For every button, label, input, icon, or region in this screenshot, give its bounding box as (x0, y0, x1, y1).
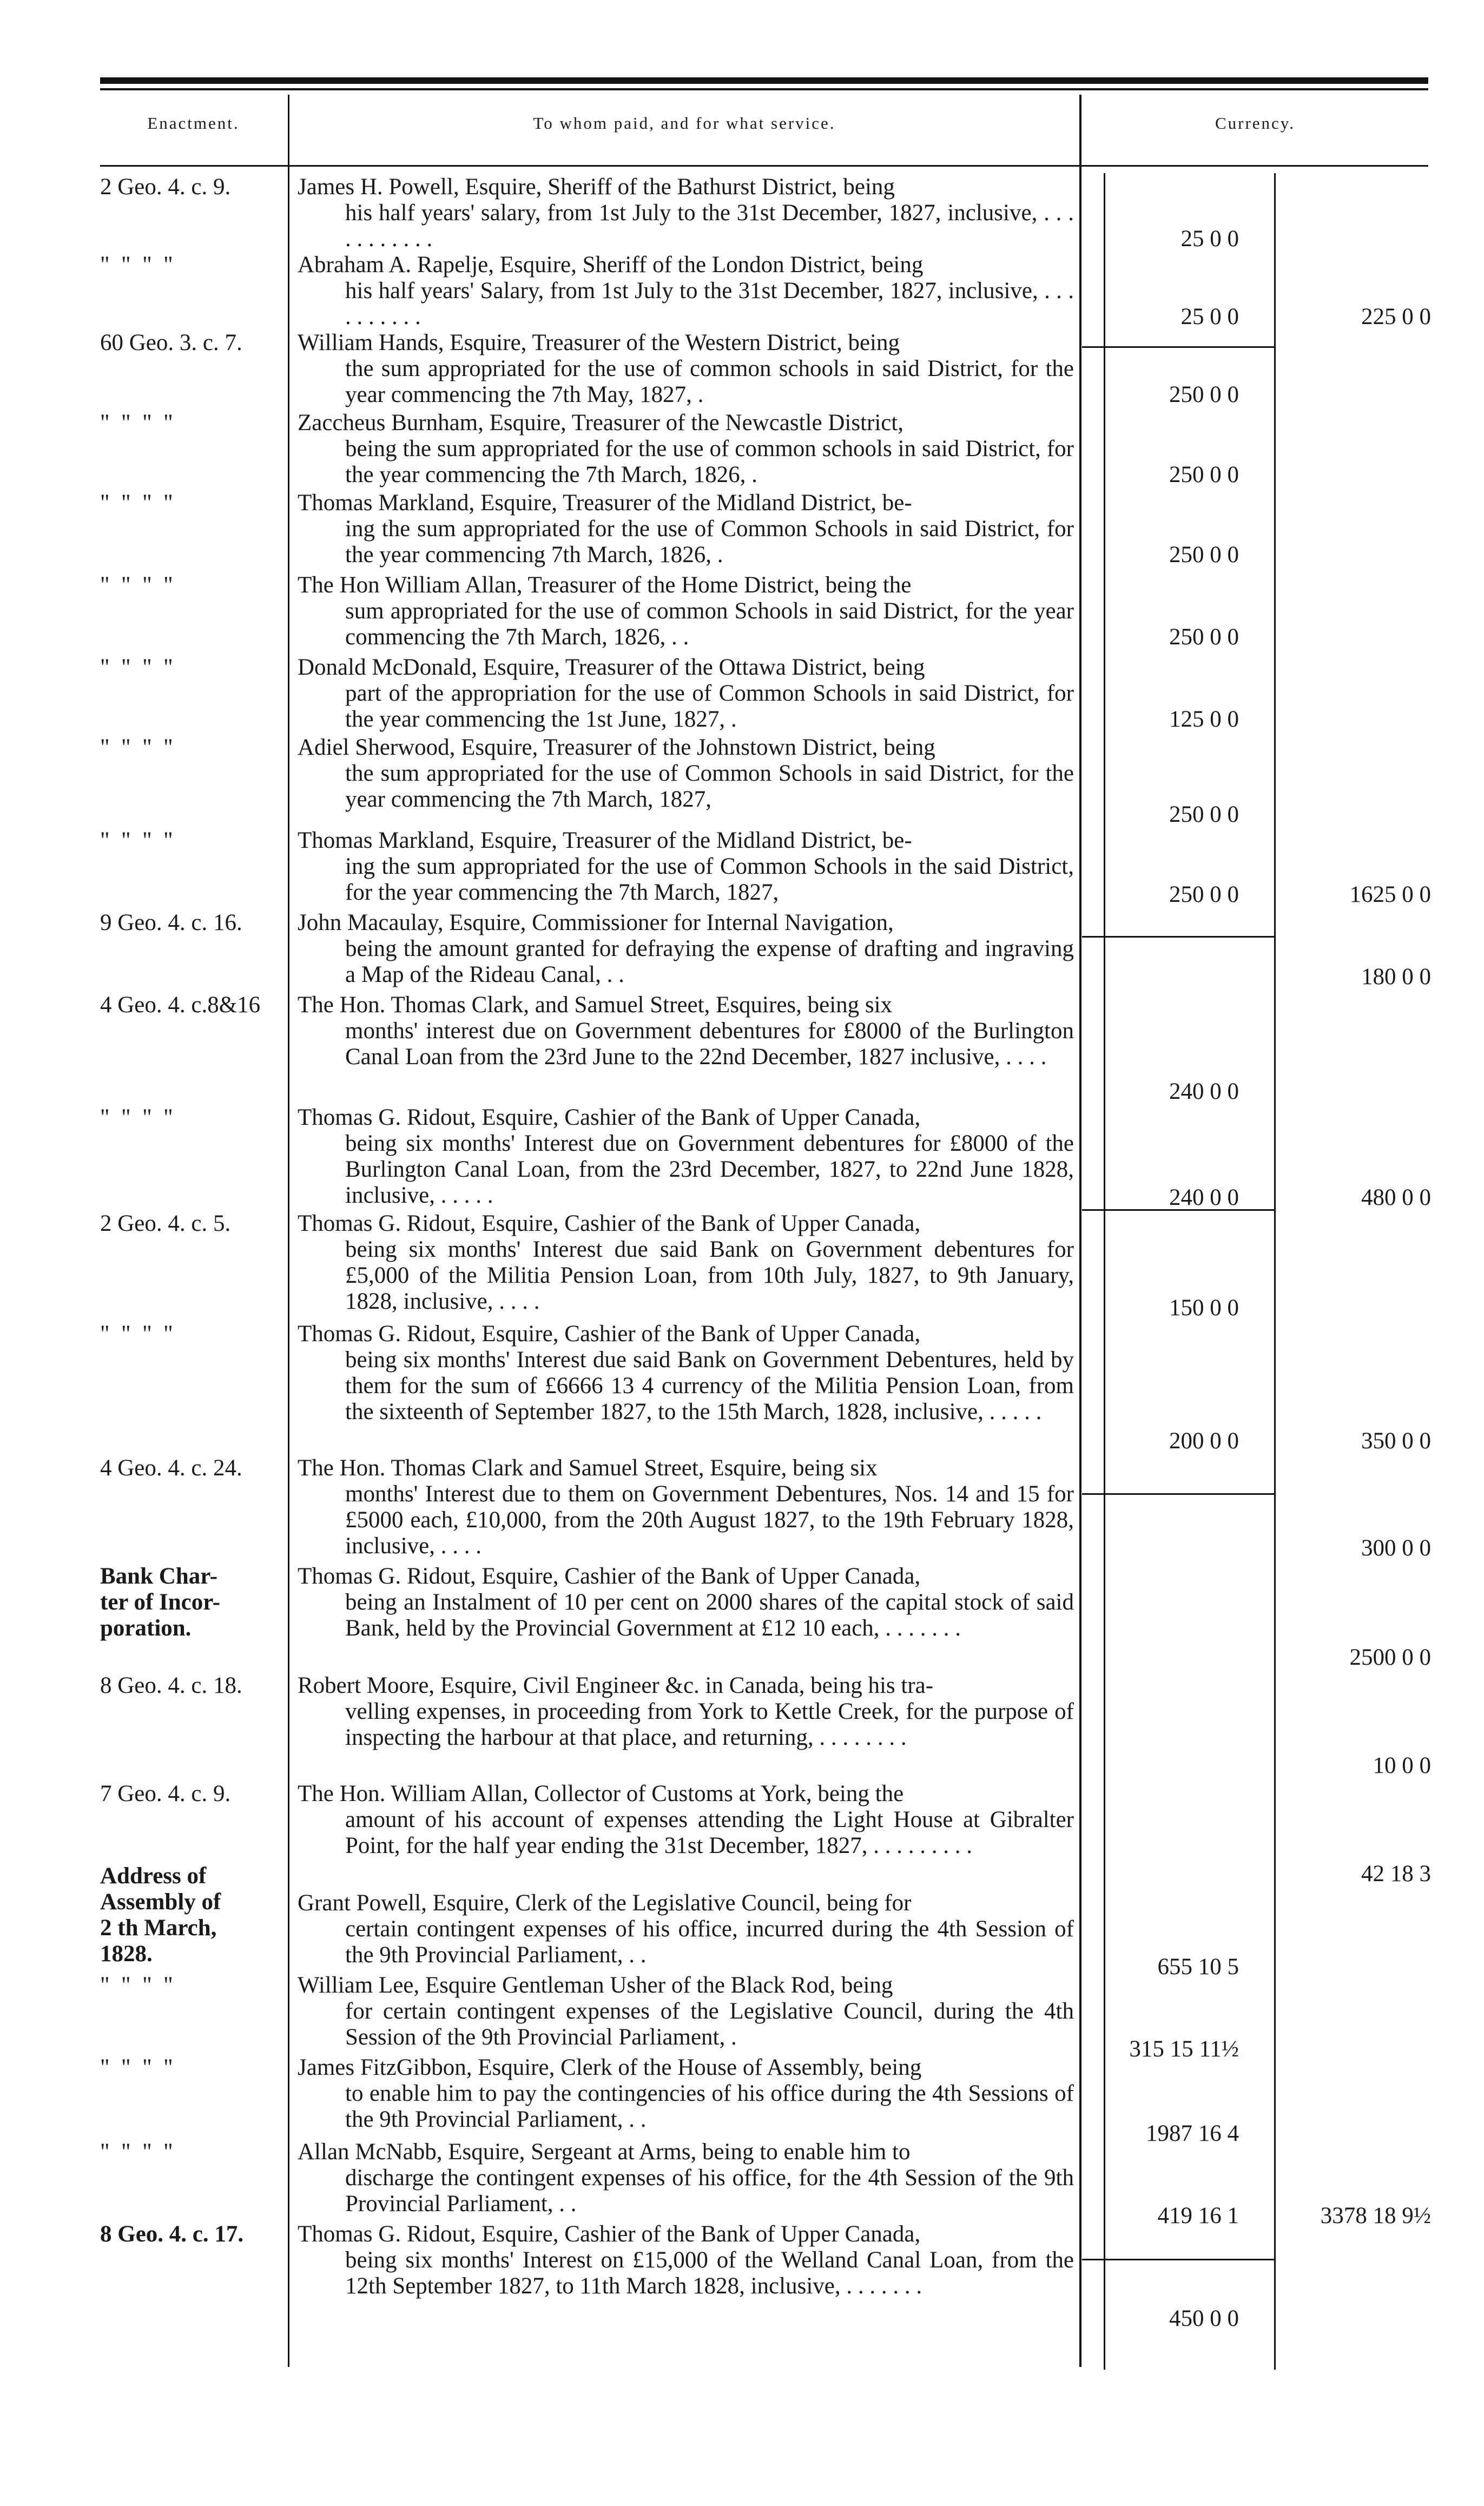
service-continuation: velling expenses, in proceeding from York to Kettle Creek, for the purpose of inspecting the harbour at that place, and returning, . . . . . . . . (345, 1699, 1074, 1750)
row-amount: 240 0 0 (1169, 1079, 1239, 1104)
service-continuation: discharge the contingent expenses of his office, for the 4th Session of the 9th Provincial Parliament, . . (345, 2165, 1074, 2217)
service-first-line: Thomas G. Ridout, Esquire, Cashier of the Bank of Upper Canada, (298, 1211, 921, 1236)
service-first-line: Thomas G. Ridout, Esquire, Cashier of the Bank of Upper Canada, (298, 1564, 921, 1589)
row-amount: 450 0 0 (1169, 2306, 1239, 2331)
service-first-line: The Hon. Thomas Clark and Samuel Street, Esquire, being six (298, 1455, 878, 1481)
service-first-line: The Hon William Allan, Treasurer of the Home District, being the (298, 572, 912, 598)
row-amount: 250 0 0 (1169, 882, 1239, 907)
row-enactment: Address of Assembly of 2 th March, 1828. (100, 1863, 221, 1967)
top-rule-thin (100, 88, 1428, 90)
service-first-line: Thomas Markland, Esquire, Treasurer of the Midland District, be- (298, 828, 912, 853)
row-total: 180 0 0 (1361, 964, 1431, 990)
row-service (298, 1321, 1074, 1425)
row-amount: 315 15 11½ (1129, 2036, 1239, 2062)
row-service (298, 2221, 1074, 2299)
service-continuation: being six months' Interest on £15,000 of the Welland Canal Loan, from the 12th September 1827, to 11th March 1828, inclusive, . . . . . . . (345, 2247, 1074, 2299)
service-first-line: William Lee, Esquire Gentleman Usher of the Black Rod, being (298, 1973, 893, 1998)
row-total: 2500 0 0 (1349, 1645, 1431, 1670)
row-service (298, 1890, 1074, 1968)
header-rule (100, 165, 1428, 167)
row-enactment: 2 Geo. 4. c. 5. (100, 1211, 231, 1236)
row-service (298, 410, 1074, 488)
service-first-line: Abraham A. Rapelje, Esquire, Sheriff of the London District, being (298, 252, 924, 278)
col-rule-amount-right (1274, 173, 1276, 2370)
row-service (298, 1455, 1074, 1559)
row-enactment: 8 Geo. 4. c. 18. (100, 1673, 242, 1698)
row-enactment: " " " " (100, 1973, 173, 1998)
row-enactment: " " " " (100, 1105, 173, 1130)
top-rule-thick (100, 77, 1428, 84)
row-enactment: " " " " (100, 490, 173, 516)
row-service (298, 1673, 1074, 1751)
subtotal-rule-5 (1082, 2259, 1274, 2260)
row-amount: 250 0 0 (1169, 624, 1239, 650)
row-service (298, 572, 1074, 650)
row-enactment: 9 Geo. 4. c. 16. (100, 910, 242, 935)
row-amount: 25 0 0 (1180, 304, 1239, 329)
service-continuation: sum appropriated for the use of common Schools in said District, for the year commencing the 7th March, 1826, . . (345, 598, 1074, 650)
service-first-line: James H. Powell, Esquire, Sheriff of the Bathurst District, being (298, 174, 895, 200)
service-continuation: months' Interest due to them on Government Debentures, Nos. 14 and 15 for £5000 each, £10,000, from the 20th August 1827, to the 19th February 1828, inclusive, . . . . (345, 1481, 1074, 1559)
row-enactment: " " " " (100, 252, 173, 278)
row-service (298, 1211, 1074, 1315)
service-continuation: being the amount granted for defraying the expense of drafting and ingraving a Map of the Rideau Canal, . . (345, 936, 1074, 987)
service-continuation: for certain contingent expenses of the Legislative Council, during the 4th Session of the 9th Provincial Parliament, . (345, 1999, 1074, 2050)
row-service (298, 174, 1074, 252)
service-first-line: The Hon. Thomas Clark, and Samuel Street, Esquires, being six (298, 992, 893, 1018)
row-service (298, 252, 1074, 330)
row-amount: 250 0 0 (1169, 462, 1239, 487)
service-first-line: Thomas G. Ridout, Esquire, Cashier of the Bank of Upper Canada, (298, 2221, 921, 2247)
row-amount: 200 0 0 (1169, 1428, 1239, 1454)
header-currency: Currency. (1215, 114, 1296, 133)
service-first-line: Thomas Markland, Esquire, Treasurer of the Midland District, be- (298, 490, 912, 516)
service-first-line: Robert Moore, Esquire, Civil Engineer &c. in Canada, being his tra- (298, 1673, 934, 1698)
service-first-line: Thomas G. Ridout, Esquire, Cashier of the Bank of Upper Canada, (298, 1321, 921, 1347)
row-amount: 250 0 0 (1169, 802, 1239, 827)
service-first-line: Thomas G. Ridout, Esquire, Cashier of the Bank of Upper Canada, (298, 1105, 921, 1130)
subtotal-rule-1 (1082, 346, 1274, 348)
row-service (298, 2139, 1074, 2217)
row-service (298, 490, 1074, 568)
row-enactment: 4 Geo. 4. c.8&16 (100, 992, 261, 1018)
row-service (298, 2055, 1074, 2133)
service-first-line: Adiel Sherwood, Esquire, Treasurer of the Johnstown District, being (298, 735, 935, 760)
row-amount: 125 0 0 (1169, 707, 1239, 732)
row-enactment: " " " " (100, 572, 173, 598)
service-continuation: being an Instalment of 10 per cent on 2000 shares of the capital stock of said Bank, held by the Provincial Government at £12 10 each, . . . . . . . (345, 1590, 1074, 1641)
row-service (298, 1105, 1074, 1209)
service-first-line: Allan McNabb, Esquire, Sergeant at Arms, being to enable him to (298, 2139, 911, 2165)
row-service (298, 1973, 1074, 2050)
row-enactment: " " " " (100, 2139, 173, 2165)
row-amount: 655 10 5 (1157, 1954, 1239, 1980)
row-amount: 25 0 0 (1180, 226, 1239, 252)
row-service (298, 1564, 1074, 1641)
row-amount: 240 0 0 (1169, 1185, 1239, 1210)
row-enactment: 2 Geo. 4. c. 9. (100, 174, 231, 200)
row-total: 480 0 0 (1361, 1185, 1431, 1210)
row-enactment: Bank Char- ter of Incor- poration. (100, 1564, 221, 1641)
row-enactment: 4 Geo. 4. c. 24. (100, 1455, 242, 1481)
service-continuation: part of the appropriation for the use of Common Schools in said District, for the year commencing the 1st June, 1827, . (345, 681, 1074, 732)
service-continuation: being six months' Interest due said Bank on Government Debentures, held by them for the sum of £6666 13 4 currency of the Militia Pension Loan, from the sixteenth of September 1827, to the 15th March, 1828, inclusive, . . . . . (345, 1347, 1074, 1425)
row-amount: 150 0 0 (1169, 1295, 1239, 1321)
service-first-line: The Hon. William Allan, Collector of Customs at York, being the (298, 1781, 904, 1806)
row-amount: 250 0 0 (1169, 382, 1239, 407)
row-service (298, 330, 1074, 408)
row-service (298, 735, 1074, 813)
subtotal-rule-4 (1082, 1493, 1274, 1495)
row-total: 300 0 0 (1361, 1535, 1431, 1561)
row-amount: 419 16 1 (1157, 2203, 1239, 2228)
service-first-line: James FitzGibbon, Esquire, Clerk of the House of Assembly, being (298, 2055, 922, 2080)
service-continuation: the sum appropriated for the use of Common Schools in said District, for the year commencing the 7th March, 1827, (345, 761, 1074, 812)
service-continuation: ing the sum appropriated for the use of Common Schools in the said District, for the year commencing the 7th March, 1827, (345, 854, 1074, 905)
row-service (298, 1781, 1074, 1859)
service-continuation: his half years' Salary, from 1st July to the 31st December, 1827, inclusive, . . . . . . . . . . (345, 278, 1074, 329)
row-amount: 1987 16 4 (1146, 2121, 1239, 2146)
row-enactment: 8 Geo. 4. c. 17. (100, 2221, 244, 2247)
service-continuation: certain contingent expenses of his office, incurred during the 4th Session of the 9th Provincial Parliament, . . (345, 1916, 1074, 1968)
row-service (298, 992, 1074, 1070)
row-total: 3378 18 9½ (1320, 2203, 1431, 2228)
service-continuation: being the sum appropriated for the use of common schools in said District, for the year commencing the 7th March, 1826, . (345, 436, 1074, 487)
row-enactment: " " " " (100, 655, 173, 680)
row-service (298, 828, 1074, 906)
service-continuation: amount of his account of expenses attending the Light House at Gibralter Point, for the half year ending the 31st December, 1827, . . . . . . . . . (345, 1807, 1074, 1858)
service-continuation: months' interest due on Government debentures for £8000 of the Burlington Canal Loan from the 23rd June to the 22nd December, 1827 inclusive, . . . . (345, 1018, 1074, 1070)
row-service (298, 655, 1074, 733)
service-continuation: being six months' Interest due said Bank on Government debentures for £5,000 of the Militia Pension Loan, from 10th July, 1827, to 9th January, 1828, inclusive, . . . . (345, 1237, 1074, 1314)
row-total: 10 0 0 (1373, 1753, 1431, 1778)
service-first-line: Donald McDonald, Esquire, Treasurer of the Ottawa District, being (298, 655, 925, 680)
service-first-line: John Macaulay, Esquire, Commissioner for Internal Navigation, (298, 910, 894, 935)
row-enactment: 60 Geo. 3. c. 7. (100, 330, 242, 355)
service-first-line: Grant Powell, Esquire, Clerk of the Legislative Council, being for (298, 1890, 912, 1916)
row-enactment: " " " " (100, 2055, 173, 2080)
service-continuation: his half years' salary, from 1st July to the 31st December, 1827, inclusive, . . . . . . . . . . . (345, 200, 1074, 252)
subtotal-rule-2 (1082, 936, 1274, 938)
row-total: 42 18 3 (1361, 1861, 1431, 1887)
service-continuation: to enable him to pay the contingencies of his office during the 4th Sessions of the 9th Provincial Parliament, . . (345, 2081, 1074, 2132)
row-enactment: " " " " (100, 410, 173, 436)
row-amount: 250 0 0 (1169, 542, 1239, 568)
row-service (298, 910, 1074, 988)
row-total: 1625 0 0 (1349, 882, 1431, 907)
service-continuation: being six months' Interest due on Government debentures for £8000 of the Burlington Canal Loan, from the 23rd December, 1827, to 22nd June 1828, inclusive, . . . . . (345, 1131, 1074, 1208)
row-total: 350 0 0 (1361, 1428, 1431, 1454)
service-first-line: Zaccheus Burnham, Esquire, Treasurer of the Newcastle District, (298, 410, 904, 436)
header-enactment: Enactment. (147, 114, 240, 133)
service-first-line: William Hands, Esquire, Treasurer of the Western District, being (298, 330, 900, 355)
row-enactment: 7 Geo. 4. c. 9. (100, 1781, 231, 1806)
service-continuation: ing the sum appropriated for the use of Common Schools in said District, for the year commencing 7th March, 1826, . (345, 516, 1074, 568)
row-enactment: " " " " (100, 1321, 173, 1347)
col-rule-enactment (288, 95, 289, 2367)
row-enactment: " " " " (100, 735, 173, 760)
header-service: To whom paid, and for what service. (533, 114, 836, 133)
row-enactment: " " " " (100, 828, 173, 853)
col-rule-service (1079, 95, 1081, 2367)
row-total: 225 0 0 (1361, 304, 1431, 329)
service-continuation: the sum appropriated for the use of common schools in said District, for the year commencing the 7th May, 1827, . (345, 356, 1074, 407)
